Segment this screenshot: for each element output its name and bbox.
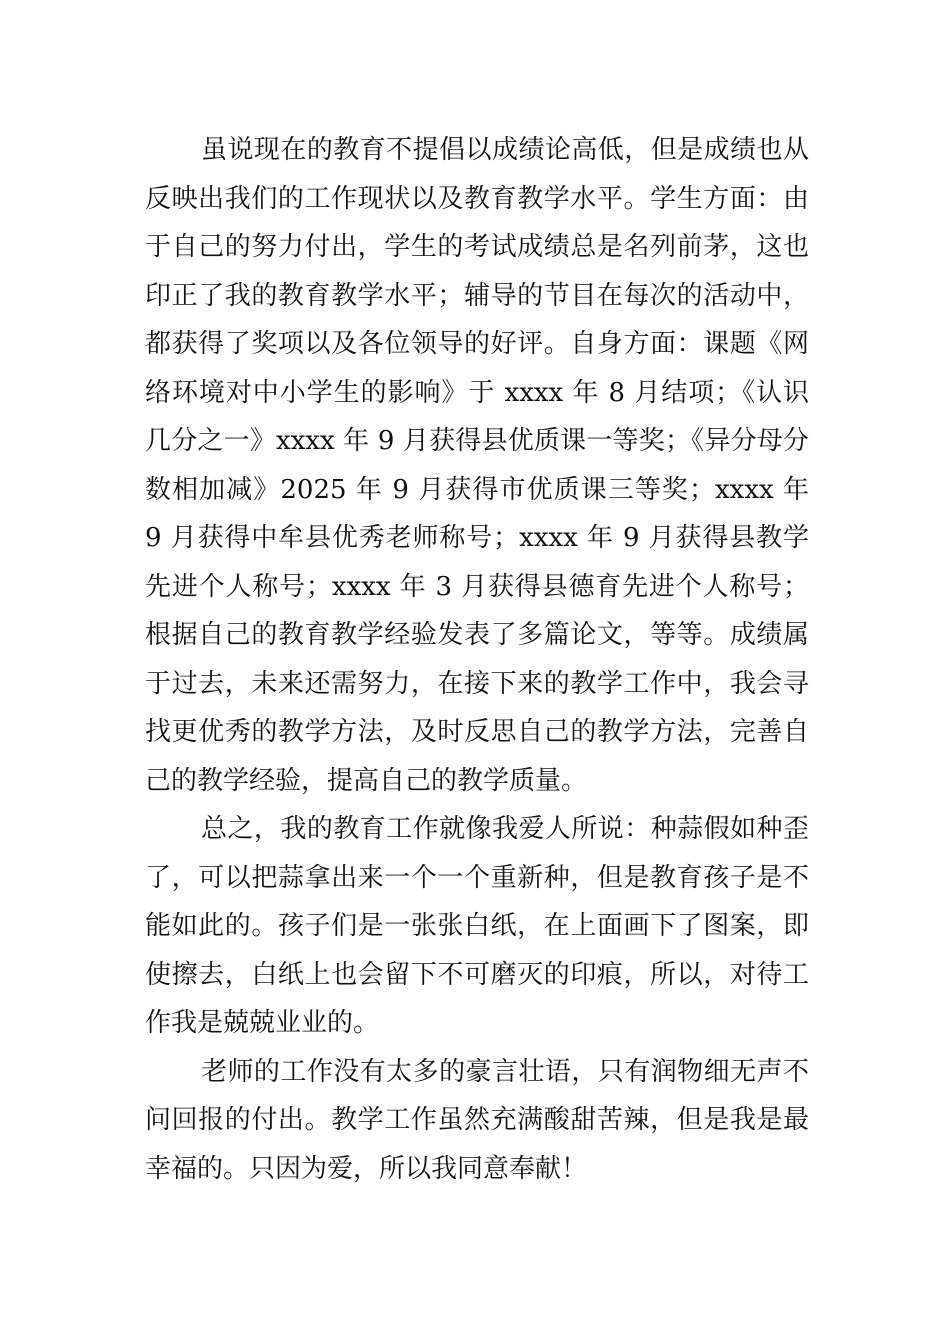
paragraph-conclusion: 老师的工作没有太多的豪言壮语，只有润物细无声不问回报的付出。教学工作虽然充满酸甜苦辣，但是我是最幸福的。只因为爱，所以我同意奉献！ [145, 1056, 809, 1184]
paragraph-education-analogy: 总之，我的教育工作就像我爱人所说：种蒜假如种歪了，可以把蒜拿出来一个一个重新种，但是教育孩子是不能如此的。孩子们是一张张白纸，在上面画下了图案，即使擦去，白纸上也会留下不可磨灭的印痕，所以，对待工作我是兢兢业业的。 [145, 814, 809, 1038]
document-body [145, 126, 809, 1193]
paragraph-achievements: 虽说现在的教育不提倡以成绩论高低，但是成绩也从反映出我们的工作现状以及教育教学水平。学生方面：由于自己的努力付出，学生的考试成绩总是名列前茅，这也印正了我的教育教学水平；辅导的节目在每次的活动中，都获得了奖项以及各位领导的好评。自身方面：课题《网络环境对中小学生的影响》于 xxxx 年 8 月结项；《认识几分之一》xxxx 年 9 月获得县优质课一等奖；《异分母分数相加减》2025 年 9 月获得市优质课三等奖；xxxx 年 9 月获得中牟县优秀老师称号；xxxx 年 9 月获得县教学先进个人称号；xxxx 年 3 月获得县德育先进个人称号；根据自己的教育教学经验发表了多篇论文，等等。成绩属于过去，未来还需努力，在接下来的教学工作中，我会寻找更优秀的教学方法，及时反思自己的教学方法，完善自己的教学经验，提高自己的教学质量。 [145, 135, 809, 796]
